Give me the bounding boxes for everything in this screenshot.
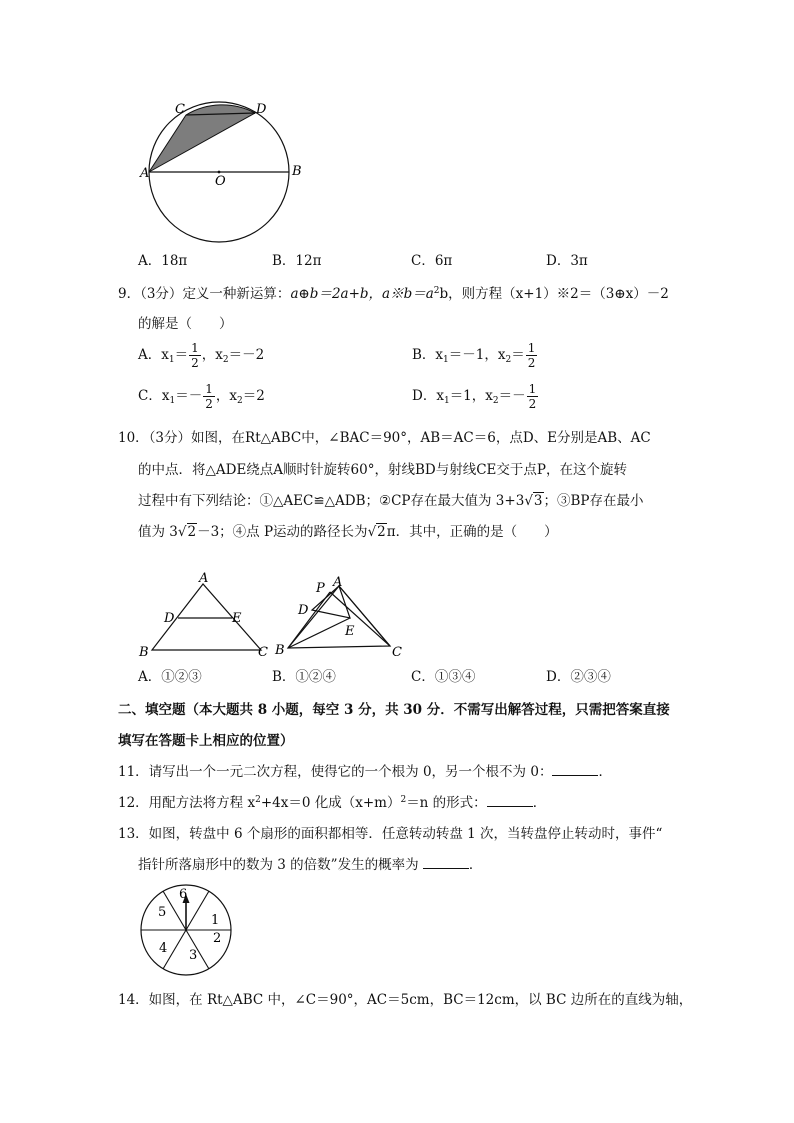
q9-option-d: D．$x_1=1$，$x_2=-$ $\frac{1}{2}$ (412, 382, 537, 411)
q10-line4: 值为 3√2－3；④点 P运动的路径长为√2π．其中，正确的是（ ） (138, 524, 558, 540)
q9-option-c: C．$x_1=-$ $\frac{1}{2}$ ，$x_2=2$ (138, 382, 265, 411)
label-D: D (256, 102, 267, 117)
spinner-figure (136, 884, 238, 976)
q12: 12．用配方法将方程 $x^2+4x=0$ 化成$(x+m)^2=n$ 的形式： ． (118, 795, 547, 811)
q9-text: 定义一种新运算： (182, 286, 291, 302)
svg-text:3: 3 (189, 948, 198, 963)
svg-text:1: 1 (211, 913, 220, 928)
q14: 14．如图，在 Rt△ABC 中，∠C＝90°，AC＝5cm，BC＝12cm，以 BC 边所在的直线为轴， (118, 992, 693, 1008)
q10-line3: 过程中有下列结论：①△AEC≌△ADB；②CP存在最大值为 3+3√3；③BP存在最小 (138, 493, 644, 509)
q13-answer-blank[interactable] (423, 858, 469, 869)
q10-option-b: B．①②④ (272, 669, 336, 685)
svg-text:E: E (345, 624, 355, 639)
section-2-heading-line1: 二、填空题（本大题共 8 小题，每空 3 分，共 30 分．不需写出解答过程，只需把答案直接 (118, 702, 670, 718)
q8-option-a: A．18π (138, 253, 188, 269)
q10-line1: 10．（3分）如图，在Rt△ABC中，∠BAC＝90°，AB＝AC＝6，点D、E分别是AB、AC (118, 430, 651, 446)
q9-line1 (118, 282, 669, 302)
q8-option-b: B．12π (272, 253, 322, 269)
svg-text:C: C (392, 645, 402, 660)
q9-option-b: B．$x_1=-1$，$x_2=$ $\frac{1}{2}$ (412, 341, 536, 370)
q13-line2: 指针所落扇形中的数为 3 的倍数”发生的概率为 ． (138, 857, 483, 873)
q13-line1: 13．如图，转盘中 6 个扇形的面积都相等．任意转动转盘 1 次，当转盘停止转动时，事件“ (118, 826, 663, 842)
svg-text:2: 2 (213, 931, 222, 946)
q8-circle-figure (130, 95, 320, 245)
q8-option-d: D．3π (546, 253, 588, 269)
q10-option-c: C．①③④ (411, 669, 476, 685)
q9-exp: 2 (433, 286, 440, 296)
svg-text:4: 4 (159, 941, 168, 956)
q10-triangle-figure-1 (136, 572, 276, 662)
svg-text:B: B (139, 645, 149, 660)
svg-text:C: C (258, 645, 268, 660)
label-C: C (175, 102, 185, 117)
label-B: B (292, 164, 302, 179)
label-O: O (215, 174, 226, 189)
q9-op: a⊕b＝2a+b，a※b＝a (290, 286, 434, 302)
q10-option-a: A．①②③ (138, 669, 202, 685)
svg-text:D: D (298, 603, 309, 618)
svg-text:5: 5 (158, 905, 167, 920)
section-2-heading-line2: 填写在答题卡上相应的位置） (118, 733, 294, 749)
q10-triangle-figure-2 (272, 572, 412, 662)
q11: 11．请写出一个一元二次方程，使得它的一个根为 0，另一个根不为 0： ． (118, 764, 612, 780)
svg-text:E: E (232, 611, 242, 626)
q11-answer-blank[interactable] (552, 765, 598, 776)
q10-line2: 的中点．将△ADE绕点A顺时针旋转60°，射线BD与射线CE交于点P，在这个旋转 (138, 462, 627, 478)
svg-text:D: D (164, 611, 175, 626)
svg-text:6: 6 (179, 887, 188, 902)
q9-number: 9． (118, 286, 141, 302)
label-A: A (140, 166, 150, 181)
q9-line2: 的解是（ ） (138, 316, 233, 332)
q9-score: （3分） (140, 286, 183, 302)
svg-text:B: B (275, 643, 285, 658)
svg-text:A: A (199, 572, 209, 586)
q12-answer-blank[interactable] (487, 796, 533, 807)
q9-option-a: A．$x_1=$ $\frac{1}{2}$ ，$x_2=-2$ (138, 341, 265, 370)
q9-op-b: b，则方程（x+1）※2＝（3⊕x）－2 (439, 286, 669, 302)
q10-option-d: D．②③④ (546, 669, 611, 685)
svg-text:A: A (333, 575, 343, 590)
q8-option-c: C．6π (411, 253, 453, 269)
svg-text:P: P (316, 581, 325, 596)
